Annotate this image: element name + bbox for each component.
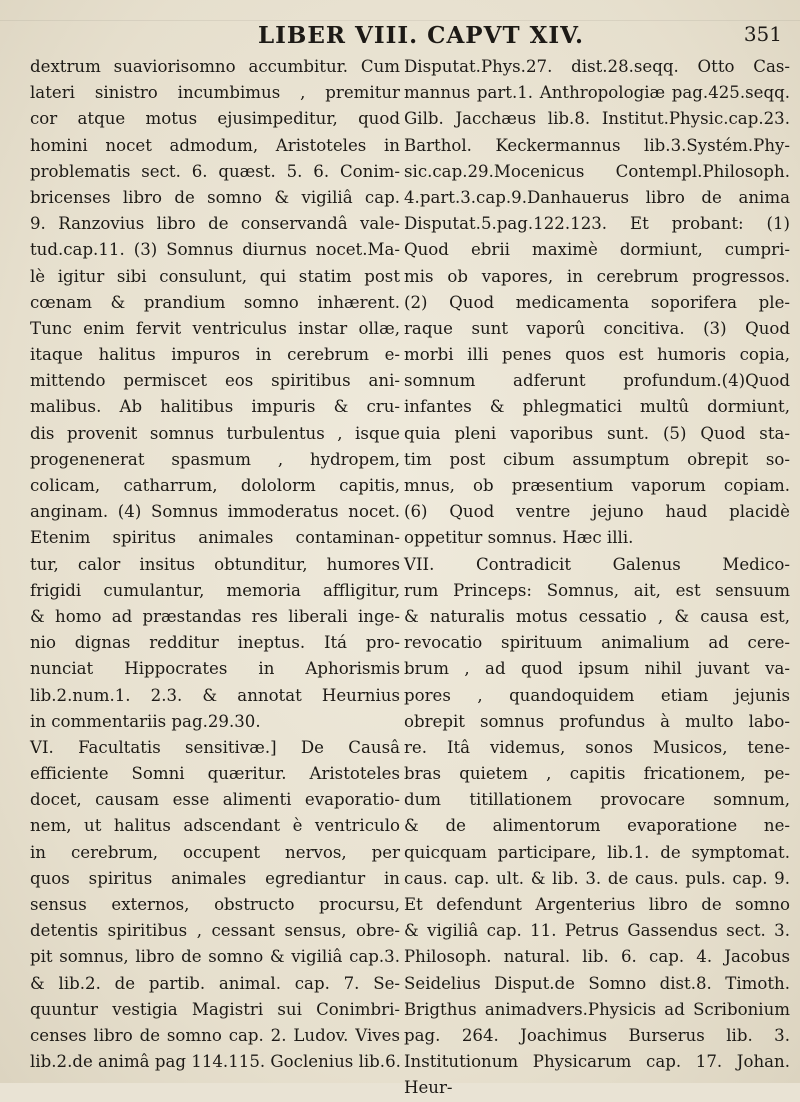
text-line: pores , quandoquidem etiam jejunis	[404, 685, 790, 705]
text-line: censes libro de somno cap. 2. Ludov. Vives	[30, 1025, 400, 1045]
text-line: lè igitur sibi consulunt, qui statim post	[30, 266, 400, 286]
text-line: caus. cap. ult. & lib. 3. de caus. puls. cap. 9.	[404, 868, 790, 888]
text-line: revocatio spirituum animalium ad cere-	[404, 633, 790, 653]
text-line: & vigiliâ cap. 11. Petrus Gassendus sect. 3.	[404, 921, 790, 941]
text-line: Philosoph. natural. lib. 6. cap. 4. Jacobus	[404, 947, 790, 967]
text-line: quia pleni vaporibus sunt. (5) Quod sta-	[404, 423, 790, 443]
left-text-column	[30, 54, 400, 1075]
text-line: 9. Ranzovius libro de conservandâ vale-	[30, 214, 400, 234]
text-line: oppetitur somnus. Hæc illi.	[404, 528, 634, 548]
text-line: tim post cibum assumptum obrepit so-	[404, 449, 790, 469]
text-line: raque sunt vaporû concitiva. (3) Quod	[404, 318, 790, 338]
text-line: mis ob vapores, in cerebrum progressos.	[404, 266, 790, 286]
text-line: in cerebrum, occupent nervos, per	[30, 842, 400, 862]
text-line: bras quietem , capitis fricationem, pe-	[404, 764, 790, 784]
text-line: mnus, ob præsentium vaporum copiam.	[404, 476, 790, 495]
text-line: sic.cap.29.Mocenicus Contempl.Philosoph.	[404, 161, 790, 181]
text-line: anginam. (4) Somnus immoderatus nocet.	[30, 502, 400, 522]
text-line: 4.part.3.cap.9.Danhauerus libro de anima	[404, 187, 790, 207]
text-line: mittendo permiscet eos spiritibus ani-	[30, 371, 400, 391]
text-line: Barthol. Keckermannus lib.3.Systém.Phy-	[404, 135, 790, 155]
text-line: VII. Contradicit Galenus Medico-	[404, 554, 790, 574]
text-line: in commentariis pag.29.30.	[30, 711, 261, 731]
page-number: 351	[743, 22, 782, 46]
text-line: & de alimentorum evaporatione ne-	[404, 816, 790, 836]
text-line: bricenses libro de somno & vigiliâ cap.	[30, 187, 400, 207]
text-line: Gilb. Jacchæus lib.8. Institut.Physic.cap.23.	[404, 109, 790, 129]
running-title: LIBER VIII. CAPVT XIV.	[258, 22, 585, 49]
text-line: Heur-	[404, 1078, 453, 1098]
text-line: mannus part.1. Anthropologiæ pag.425.seqq.	[404, 83, 790, 103]
text-line: (6) Quod ventre jejuno haud placidè	[404, 502, 790, 522]
text-line: tur, calor insitus obtunditur, humores	[30, 554, 400, 574]
text-line: dum titillationem provocare somnum,	[404, 790, 790, 810]
text-line: nio dignas redditur ineptus. Itá pro-	[30, 633, 400, 653]
text-line: docet, causam esse alimenti evaporatio-	[30, 790, 400, 810]
text-line: somnum adferunt profundum.(4)Quod	[404, 371, 790, 391]
text-line: pag. 264. Joachimus Burserus lib. 3.	[404, 1025, 790, 1045]
text-line: rum Princeps: Somnus, ait, est sensuum	[404, 580, 790, 600]
text-line: progenenerat spasmum , hydropem,	[30, 449, 400, 469]
text-line: dis provenit somnus turbulentus , isque	[30, 423, 400, 443]
text-line: brum , ad quod ipsum nihil juvant va-	[404, 659, 790, 679]
text-line: quuntur vestigia Magistri sui Conimbri-	[30, 999, 400, 1019]
text-line: cor atque motus ejusimpeditur, quod	[30, 109, 400, 129]
text-line: obrepit somnus profundus à multo labo-	[404, 711, 790, 731]
text-line: VI. Facultatis sensitivæ.] De Causâ	[30, 737, 400, 757]
text-line: dextrum suaviorisomno accumbitur. Cum	[30, 57, 400, 76]
right-text-column	[404, 54, 790, 1102]
text-line: Brigthus animadvers.Physicis ad Scribonium	[404, 999, 790, 1019]
text-line: cœnam & prandium somno inhærent.	[30, 292, 400, 312]
text-line: Etenim spiritus animales contaminan-	[30, 528, 400, 548]
text-line: itaque halitus impuros in cerebrum e-	[30, 345, 400, 365]
text-line: lateri sinistro incumbimus , premitur	[30, 83, 400, 103]
text-line: malibus. Ab halitibus impuris & cru-	[30, 397, 400, 417]
text-line: re. Itâ videmus, sonos Musicos, tene-	[404, 737, 790, 757]
text-line: Tunc enim fervit ventriculus instar ollæ,	[30, 318, 400, 338]
text-line: quicquam participare, lib.1. de symptomat.	[404, 842, 790, 862]
text-line: detentis spiritibus , cessant sensus, obre-	[30, 921, 400, 941]
text-line: homini nocet admodum, Aristoteles in	[30, 135, 400, 155]
text-line: efficiente Somni quæritur. Aristoteles	[30, 764, 400, 784]
text-line: & homo ad præstandas res liberali inge-	[30, 606, 400, 626]
text-line: lib.2.de animâ pag 114.115. Goclenius lib.6.	[30, 1052, 401, 1072]
text-line: Institutionum Physicarum cap. 17. Johan.	[404, 1052, 790, 1072]
text-line: morbi illi penes quos est humoris copia,	[404, 345, 790, 365]
text-line: (2) Quod medicamenta soporifera ple-	[404, 292, 790, 312]
text-line: lib.2.num.1. 2.3. & annotat Heurnius	[30, 685, 400, 705]
text-line: pit somnus, libro de somno & vigiliâ cap.3.	[30, 947, 400, 967]
text-line: Seidelius Disput.de Somno dist.8. Timoth.	[404, 973, 790, 993]
text-line: colicam, catharrum, dololorm capitis,	[30, 476, 400, 495]
text-line: problematis sect. 6. quæst. 5. 6. Conim-	[30, 161, 400, 181]
text-line: Disputat.5.pag.122.123. Et probant: (1)	[404, 214, 790, 234]
text-line: nem, ut halitus adscendant è ventriculo	[30, 816, 400, 836]
text-line: & lib.2. de partib. animal. cap. 7. Se-	[30, 973, 400, 993]
text-line: Disputat.Phys.27. dist.28.seqq. Otto Cas-	[404, 57, 790, 76]
text-line: & naturalis motus cessatio , & causa est,	[404, 606, 790, 626]
text-line: frigidi cumulantur, memoria affligitur,	[30, 580, 400, 600]
text-line: Quod ebrii maximè dormiunt, cumpri-	[404, 240, 790, 260]
text-line: tud.cap.11. (3) Somnus diurnus nocet.Ma-	[30, 240, 400, 260]
page-edge-shadow	[0, 20, 800, 21]
text-line: Et defendunt Argenterius libro de somno	[404, 895, 790, 914]
text-line: sensus externos, obstructo procursu,	[30, 895, 400, 914]
text-line: infantes & phlegmatici multû dormiunt,	[404, 397, 790, 417]
text-line: quos spiritus animales egrediantur in	[30, 868, 400, 888]
text-line: nunciat Hippocrates in Aphorismis	[30, 659, 400, 679]
